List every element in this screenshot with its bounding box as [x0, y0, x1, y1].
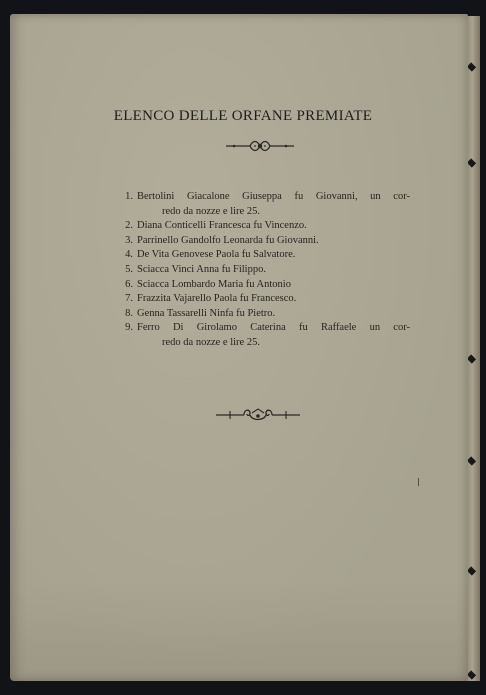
item-number: 9.	[125, 322, 133, 334]
item-text: Diana Conticelli Francesca fu Vincenzo.	[137, 220, 307, 232]
list-item-continuation	[120, 205, 410, 220]
item-text: Genna Tassarelli Ninfa fu Pietro.	[137, 307, 276, 319]
item-text: Frazzita Vajarello Paola fu Francesco.	[137, 293, 297, 305]
item-text: De Vita Genovese Paola fu Salvatore.	[137, 249, 296, 261]
item-text: Bertolini Giacalone Giuseppa fu Giovanni, un cor-	[137, 191, 410, 202]
list-item	[120, 307, 410, 322]
list-item	[120, 248, 410, 263]
list-item-continuation	[120, 336, 410, 351]
item-number: 3.	[125, 234, 133, 246]
list-item	[120, 321, 410, 336]
list-item	[120, 292, 410, 307]
list-item	[120, 234, 410, 249]
item-text: Sciacca Vinci Anna fu Filippo.	[137, 263, 266, 275]
item-number: 8.	[125, 307, 133, 319]
list-item	[120, 263, 410, 278]
list-item	[120, 190, 410, 205]
list-item	[120, 278, 410, 293]
item-text: redo da nozze e lire 25.	[162, 336, 260, 348]
item-text: Parrinello Gandolfo Leonarda fu Giovanni.	[137, 234, 319, 246]
item-number: 4.	[125, 249, 133, 261]
list-item	[120, 219, 410, 234]
item-number: 1.	[125, 191, 133, 202]
item-text: Sciacca Lombardo Maria fu Antonio	[137, 278, 291, 290]
item-number: 2.	[125, 220, 133, 232]
awardee-list	[120, 190, 410, 351]
item-text: redo da nozze e lire 25.	[162, 205, 260, 217]
item-number: 7.	[125, 293, 133, 305]
paper-mark	[418, 478, 419, 486]
page-title: ELENCO DELLE ORFANE PREMIATE	[113, 108, 373, 124]
item-number: 6.	[125, 278, 133, 290]
item-text: Ferro Di Girolamo Caterina fu Raffaele un cor-	[137, 322, 410, 334]
scroll-divider-icon	[216, 406, 300, 424]
item-number: 5.	[125, 263, 133, 275]
floral-divider-icon	[226, 139, 294, 153]
